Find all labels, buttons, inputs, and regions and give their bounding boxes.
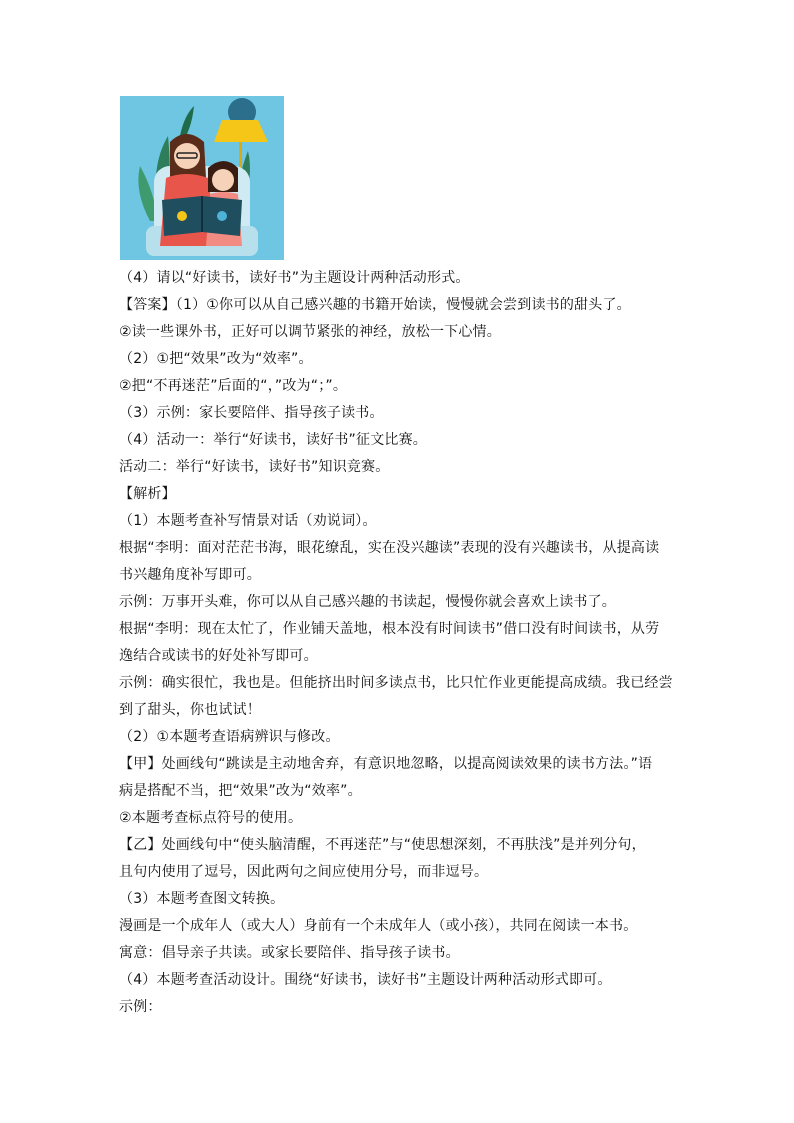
mother-child-reading-illustration bbox=[120, 96, 284, 260]
text-line: 到了甜头，你也试试！ bbox=[119, 702, 261, 718]
text-line: （2）①本题考查语病辨识与修改。 bbox=[119, 729, 340, 745]
text-line: 且句内使用了逗号，因此两句之间应使用分号，而非逗号。 bbox=[119, 864, 489, 880]
question-4: （4）请以“好读书，读好书”为主题设计两种活动形式。 bbox=[119, 270, 470, 286]
text-line: 【甲】处画线句“跳读是主动地舍弃，有意识地忽略，以提高阅读效果的读书方法。”语 bbox=[119, 756, 653, 772]
text-line: （1）本题考查补写情景对话（劝说词）。 bbox=[119, 513, 377, 529]
text-line: 示例：确实很忙，我也是。但能挤出时间多读点书，比只忙作业更能提高成绩。我已经尝 bbox=[119, 675, 673, 691]
text-line: （4）活动一：举行“好读书，读好书”征文比赛。 bbox=[119, 432, 428, 448]
text-line: （2）①把“效果”改为“效率”。 bbox=[119, 351, 313, 367]
answer-heading: 【答案】（1）①你可以从自己感兴趣的书籍开始读，慢慢就会尝到读书的甜头了。 bbox=[119, 297, 631, 313]
analysis-heading: 【解析】 bbox=[119, 486, 176, 502]
text-line: 活动二：举行“好读书，读好书”知识竞赛。 bbox=[119, 459, 390, 475]
text-line: ②把“不再迷茫”后面的“，”改为“；”。 bbox=[119, 378, 348, 394]
mother-face bbox=[174, 143, 200, 169]
text-line: 逸结合或读书的好处补写即可。 bbox=[119, 648, 318, 664]
text-line: （4）本题考查活动设计。围绕“好读书，读好书”主题设计两种活动形式即可。 bbox=[119, 972, 612, 988]
text-line: 书兴趣角度补写即可。 bbox=[119, 567, 261, 583]
text-line: 【乙】处画线句中“使头脑清醒，不再迷茫”与“使思想深刻，不再肤浅”是并列分句， bbox=[119, 837, 646, 853]
answer-text bbox=[119, 265, 679, 1021]
text-line: 病是搭配不当，把“效果”改为“效率”。 bbox=[119, 783, 362, 799]
text-line: ②读一些课外书，正好可以调节紧张的神经，放松一下心情。 bbox=[119, 324, 501, 340]
text-line: 根据“李明：面对茫茫书海，眼花缭乱，实在没兴趣读”表现的没有兴趣读书，从提高读 bbox=[119, 540, 660, 556]
child-face bbox=[212, 169, 234, 191]
book-decoration bbox=[177, 211, 187, 221]
book-decoration bbox=[217, 211, 227, 221]
text-line: 漫画是一个成年人（或大人）身前有一个未成年人（或小孩），共同在阅读一本书。 bbox=[119, 918, 638, 934]
text-line: 根据“李明：现在太忙了，作业铺天盖地，根本没有时间读书”借口没有时间读书，从劳 bbox=[119, 621, 660, 637]
text-line: 示例：万事开头难，你可以从自己感兴趣的书读起，慢慢你就会喜欢上读书了。 bbox=[119, 594, 616, 610]
text-line: ②本题考查标点符号的使用。 bbox=[119, 810, 303, 826]
text-line: 寓意：倡导亲子共读。或家长要陪伴、指导孩子读书。 bbox=[119, 945, 460, 961]
text-line: （3）示例：家长要陪伴、指导孩子读书。 bbox=[119, 405, 384, 421]
text-line: （3）本题考查图文转换。 bbox=[119, 891, 285, 907]
text-line: 示例： bbox=[119, 999, 162, 1015]
